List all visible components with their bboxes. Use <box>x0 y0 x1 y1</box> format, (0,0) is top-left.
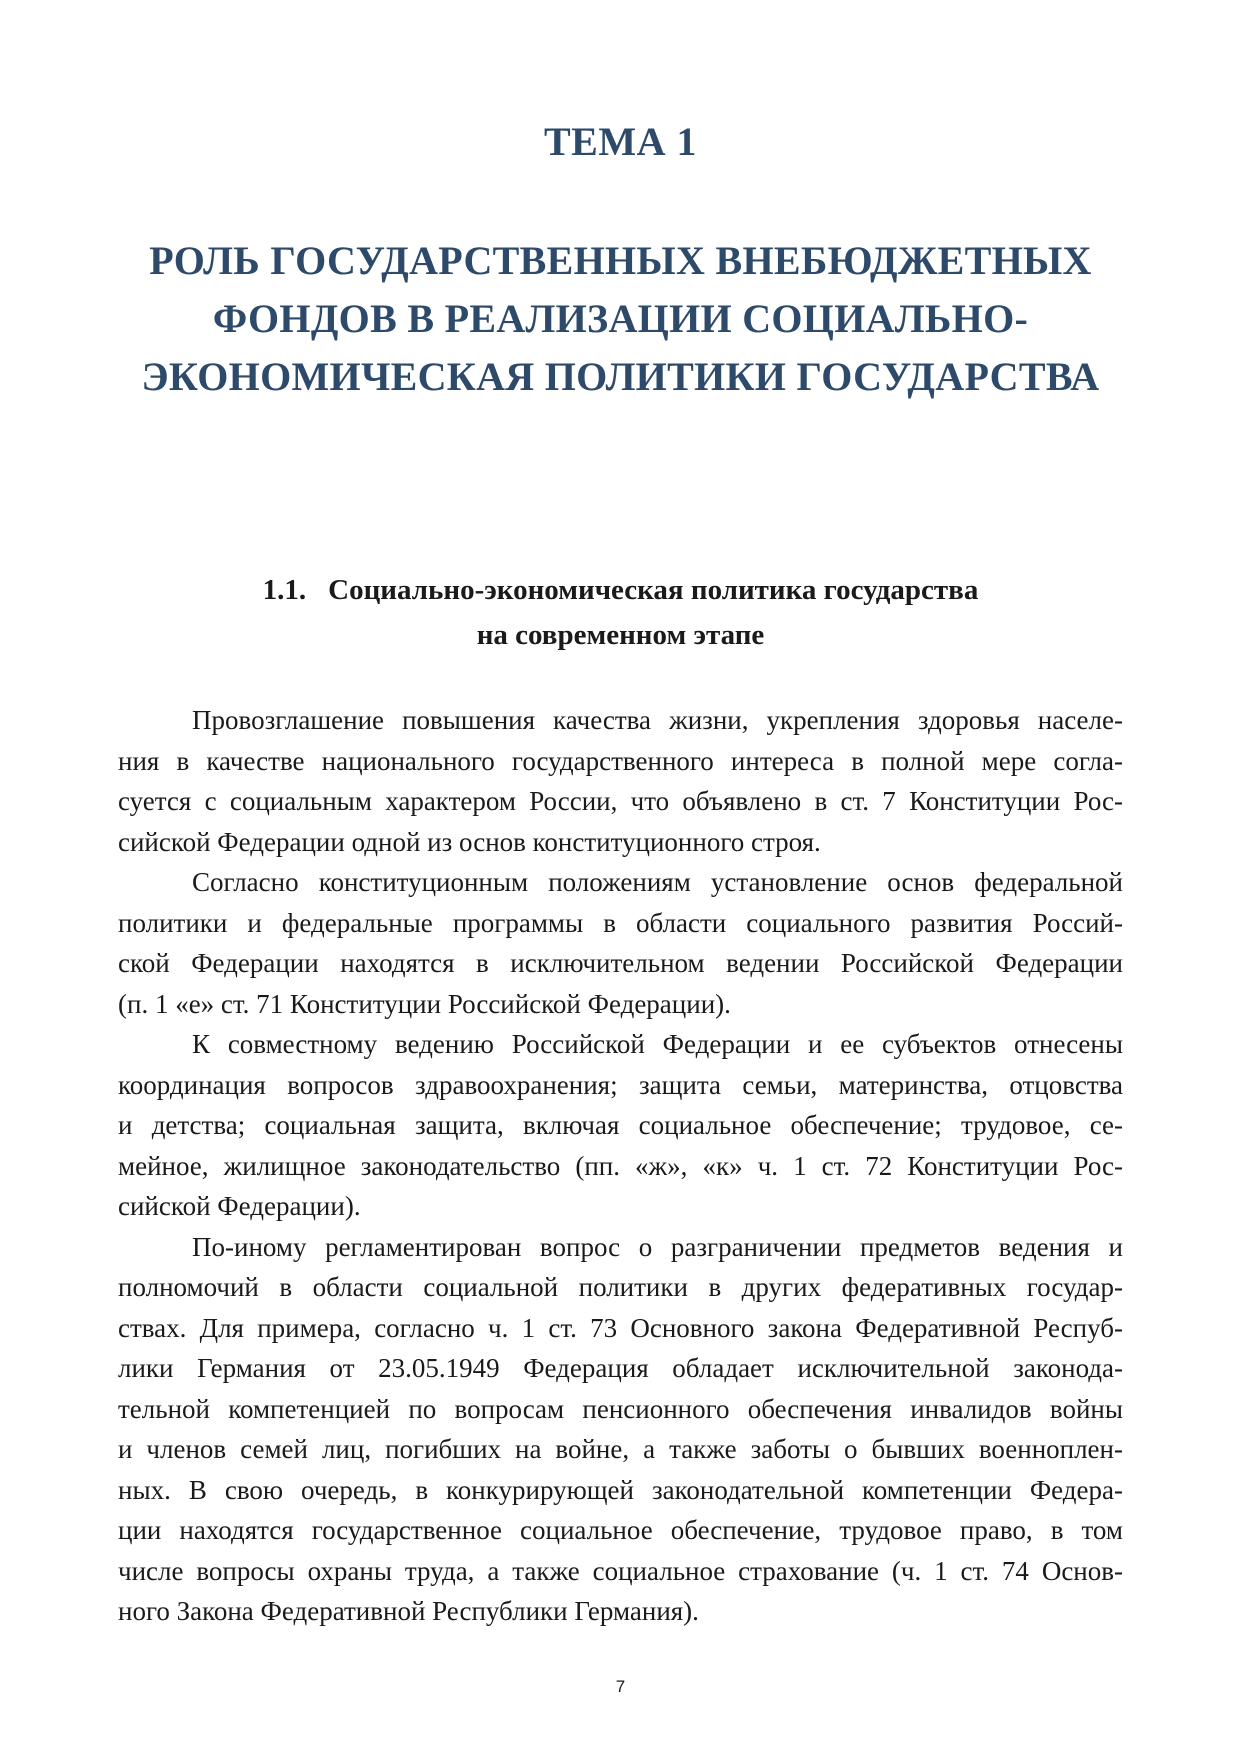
section-title-part: Социально-экономическая политика государства <box>328 574 979 606</box>
text-line: сийской Федерации). <box>118 1191 361 1221</box>
text-line: мейное, жилищное законодательство (пп. «ж», «к» ч. 1 ст. 72 Конституции Рос- <box>118 1150 1123 1181</box>
paragraph <box>118 700 1123 862</box>
theme-title-line: ФОНДОВ В РЕАЛИЗАЦИИ СОЦИАЛЬНО- <box>212 296 1029 341</box>
theme-title-line: ЭКОНОМИЧЕСКАЯ ПОЛИТИКИ ГОСУДАРСТВА <box>141 354 1100 399</box>
text-line: ствах. Для примера, согласно ч. 1 ст. 73 Основного закона Федеративной Респуб- <box>118 1312 1123 1343</box>
text-line: полномочий в области социальной политики в других федеративных государ- <box>118 1272 1123 1302</box>
body-text <box>118 700 1123 1632</box>
text-line: тельной компетенцией по вопросам пенсионного обеспечения инвалидов войны <box>118 1393 1123 1424</box>
text-line: К совместному ведению Российской Федерации и ее субъектов отнесены <box>192 1029 1123 1059</box>
section-number: 1.1. <box>262 574 307 606</box>
theme-label: ТЕМА 1 <box>544 119 697 164</box>
section-heading-line: на современном этапе <box>476 619 765 651</box>
text-line: политики и федеральные программы в области социального развития Россий- <box>118 907 1123 938</box>
text-line: ской Федерации находятся в исключительном ведении Российской Федерации <box>118 948 1123 978</box>
text-line: ции находятся государственное социальное обеспечение, трудовое право, в том <box>118 1515 1123 1545</box>
text-line: числе вопросы охраны труда, а также социальное страхование (ч. 1 ст. 74 Основ- <box>118 1555 1123 1586</box>
text-line: и детства; социальная защита, включая социальное обеспечение; трудовое, се- <box>118 1110 1123 1140</box>
text-line: суется с социальным характером России, что объявлено в ст. 7 Конституции Рос- <box>118 786 1123 816</box>
text-line: сийской Федерации одной из основ конституционного строя. <box>118 826 821 857</box>
page-number: 7 <box>615 1677 626 1696</box>
text-line: Провозглашение повышения качества жизни, укрепления здоровья населе- <box>192 705 1123 735</box>
text-line: лики Германия от 23.05.1949 Федерация обладает исключительной законода- <box>118 1353 1123 1383</box>
text-line: Согласно конституционным положениям установление основ федеральной <box>192 867 1123 897</box>
paragraph <box>118 862 1123 1024</box>
section-heading <box>0 568 1241 658</box>
text-line: координация вопросов здравоохранения; защита семьи, материнства, отцовства <box>118 1069 1123 1100</box>
theme-title <box>100 232 1141 406</box>
text-line: (п. 1 «е» ст. 71 Конституции Российской Федерации). <box>118 988 731 1019</box>
text-line: ных. В свою очередь, в конкурирующей законодательной компетенции Федера- <box>118 1474 1123 1505</box>
section-heading-line <box>0 568 1241 613</box>
text-line: По-иному регламентирован вопрос о разграничении предметов ведения и <box>192 1231 1123 1262</box>
theme-title-line: РОЛЬ ГОСУДАРСТВЕННЫХ ВНЕБЮДЖЕТНЫХ <box>149 238 1092 283</box>
text-line: ного Закона Федеративной Республики Германия). <box>118 1596 699 1626</box>
paragraph <box>118 1024 1123 1227</box>
text-line: ния в качестве национального государственного интереса в полной мере согла- <box>118 745 1123 776</box>
paragraph <box>118 1227 1123 1632</box>
text-line: и членов семей лиц, погибших на войне, а также заботы о бывших военноплен- <box>118 1434 1123 1464</box>
